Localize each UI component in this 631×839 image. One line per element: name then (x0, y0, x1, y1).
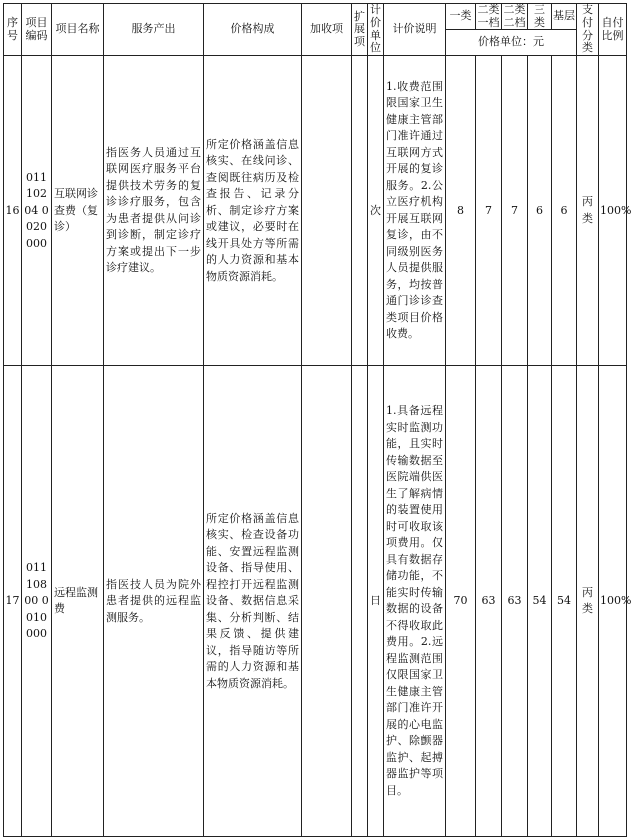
row-service: 指医务人员通过互联网医疗服务平台提供技术劳务的复诊诊疗服务，包含为患者提供从问诊到诊断，制定诊疗方案或提出下一步诊疗建议。 (104, 56, 204, 366)
header-row-1 (4, 4, 627, 30)
row-name: 互联网诊查费（复诊） (52, 56, 104, 366)
table-row (4, 56, 627, 366)
row-pricing-note: 1.具备远程实时监测功能，且实时传输数据至医院端供医生了解病情的装置使用时可收取该项费用。仅具有数据存储功能，不能实时传输数据的设备不得收取此费用。2.远程监测范围仅限国家卫生健康主管部门准许开展的心电监护、除颤器监护、起搏器监护等项目。 (384, 366, 446, 837)
header-grassroots: 基层 (552, 4, 577, 30)
row-pricing-note: 1.收费范围限国家卫生健康主管部门准许通过互联网方式开展的复诊服务。2.公立医疗机构开展互联网复诊，由不同级别医务人员提供服务，均按普通门诊诊查类项目价格收费。 (384, 56, 446, 366)
row-unit: 日 (368, 366, 384, 837)
header-name: 项目名称 (52, 4, 104, 56)
header-extra-fee: 加收项 (302, 4, 352, 56)
header-expand: 扩展项 (352, 4, 368, 56)
header-service: 服务产出 (104, 4, 204, 56)
row-name: 远程监测费 (52, 366, 104, 837)
header-tier3: 三类 (528, 4, 552, 30)
header-tier2a: 二类一档 (477, 3, 500, 29)
row-code: 01110800 0010000 (22, 366, 52, 837)
row-unit: 次 (368, 56, 384, 366)
header-price-composition: 价格构成 (204, 4, 302, 56)
row-grassroots-price: 6 (552, 56, 577, 366)
table-row (4, 366, 627, 837)
header-price-unit: 价格单位：元 (446, 30, 577, 56)
header-self-pay: 自付比例 (599, 4, 627, 56)
row-self-pay: 100% (599, 56, 627, 366)
row-tier1-price: 8 (446, 56, 476, 366)
row-grassroots-price: 54 (552, 366, 577, 837)
row-service: 指医技人员为院外患者提供的远程监测服务。 (104, 366, 204, 837)
row-tier1-price: 70 (446, 366, 476, 837)
row-expand (352, 366, 368, 837)
row-seq: 16 (4, 56, 22, 366)
header-tier2b: 二类二档 (503, 3, 526, 29)
row-tier2a-price: 7 (476, 56, 502, 366)
row-extra-fee (302, 366, 352, 837)
row-price-composition: 所定价格涵盖信息核实、在线问诊、查阅既往病历及检查报告、记录分析、制定诊疗方案或建议，必要时在线开具处方等所需的人力资源和基本物质资源消耗。 (204, 56, 302, 366)
row-tier2b-price: 7 (502, 56, 528, 366)
row-seq: 17 (4, 366, 22, 837)
header-pricing-note: 计价说明 (384, 4, 446, 56)
row-self-pay: 100% (599, 366, 627, 837)
row-payment: 丙类 (577, 56, 599, 366)
row-tier3-price: 54 (528, 366, 552, 837)
row-tier2a-price: 63 (476, 366, 502, 837)
row-payment: 丙类 (577, 366, 599, 837)
row-tier2b-price: 63 (502, 366, 528, 837)
header-unit: 计价单位 (368, 4, 384, 56)
header-seq: 序号 (4, 4, 22, 56)
row-price-composition: 所定价格涵盖信息核实、检查设备功能、安置远程监测设备、指导使用、程控打开远程监测设备、数据信息采集、分析判断、结果反馈、提供建议，指导随访等所需的人力资源和基本物质资源消耗。 (204, 366, 302, 837)
header-code: 项目编码 (22, 4, 52, 56)
row-expand (352, 56, 368, 366)
row-tier3-price: 6 (528, 56, 552, 366)
pricing-table (3, 3, 631, 837)
row-code: 01110204 0020000 (22, 56, 52, 366)
row-extra-fee (302, 56, 352, 366)
header-tier1: 一类 (446, 4, 476, 30)
header-payment: 支付分类 (577, 4, 599, 56)
